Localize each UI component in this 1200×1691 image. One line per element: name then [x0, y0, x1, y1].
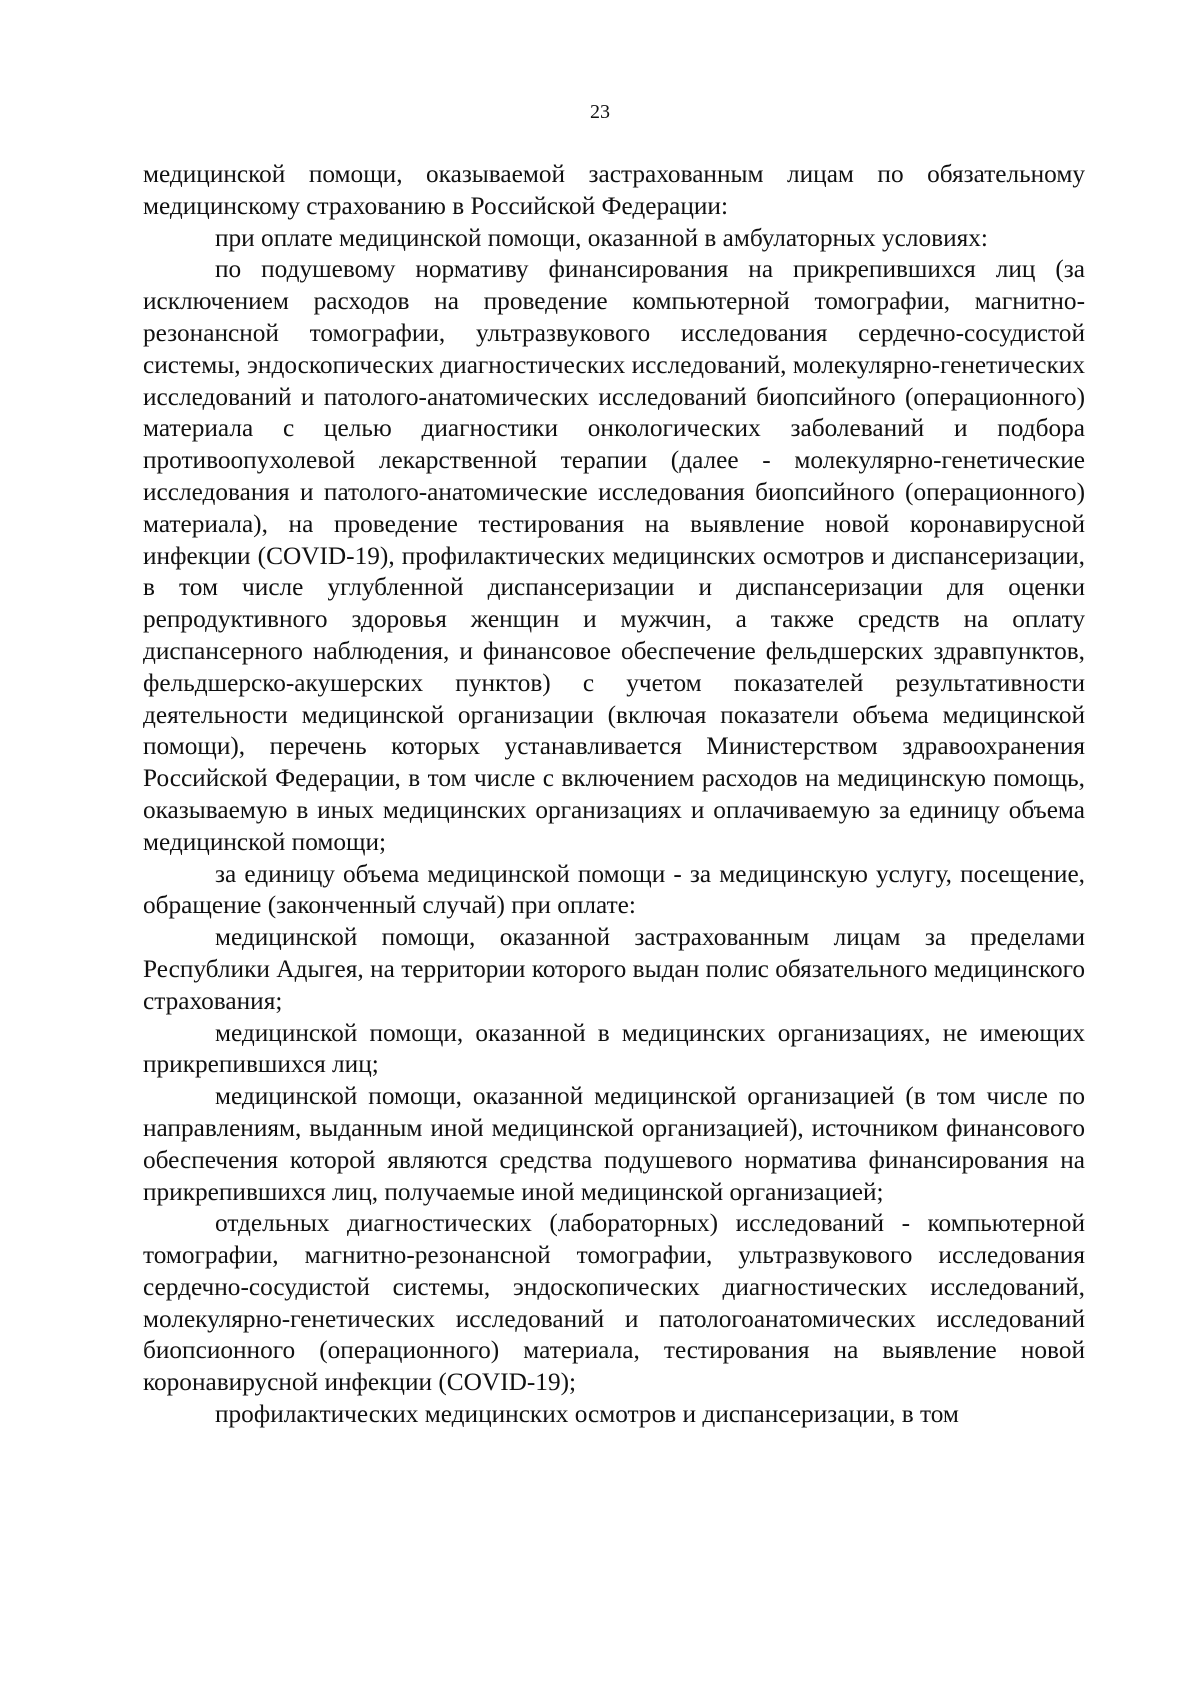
paragraph-9: профилактических медицинских осмотров и диспансеризации, в том	[215, 1400, 959, 1429]
paragraph-1: медицинской помощи, оказываемой застрахованным лицам по обязательному медицинскому страхованию в Российской Федерации:	[143, 160, 1085, 220]
paragraph-6: медицинской помощи, оказанной в медицинских организациях, не имеющих прикрепившихся лиц;	[143, 1018, 1085, 1079]
page-number: 23	[590, 101, 610, 123]
paragraph-8: отдельных диагностических (лабораторных) исследований - компьютерной томографии, магнитно-резонансной томографии, ультразвукового исследования сердечно-сосудистой системы, эндоскопических диагностических исследований, молекулярно-генетических исследований и патологоанатомических исследований биопсионного (операционного) материала, тестирования на выявление новой коронавирусной инфекции (COVID-19);	[143, 1209, 1085, 1397]
paragraph-7: медицинской помощи, оказанной медицинской организацией (в том числе по направлениям, выданным иной медицинской организацией), источником финансового обеспечения которой являются средства подушевого норматива финансирования на прикрепившихся лиц, получаемые иной медицинской организацией;	[143, 1082, 1085, 1206]
paragraph-5: медицинской помощи, оказанной застрахованным лицам за пределами Республики Адыгея, на территории которого выдан полис обязательного медицинского страхования;	[143, 923, 1085, 1015]
document-body	[143, 159, 1085, 1431]
paragraph-2: при оплате медицинской помощи, оказанной в амбулаторных условиях:	[215, 223, 988, 252]
paragraph-4: за единицу объема медицинской помощи - за медицинскую услугу, посещение, обращение (законченный случай) при оплате:	[143, 859, 1085, 920]
paragraph-3: по подушевому нормативу финансирования на прикрепившихся лиц (за исключением расходов на проведение компьютерной томографии, магнитно-резонансной томографии, ультразвукового исследования сердечно-сосудистой системы, эндоскопических диагностических исследований, молекулярно-генетических исследований и патолого-анатомических исследований биопсийного (операционного) материала с целью диагностики онкологических заболеваний и подбора противоопухолевой лекарственной терапии (далее - молекулярно-генетические исследования и патолого-анатомические исследования биопсийного (операционного) материала), на проведение тестирования на выявление новой коронавирусной инфекции (COVID-19), профилактических медицинских осмотров и диспансеризации, в том числе углубленной диспансеризации и диспансеризации для оценки репродуктивного здоровья женщин и мужчин, а также средств на оплату диспансерного наблюдения, и финансовое обеспечение фельдшерских здравпунктов, фельдшерско-акушерских пунктов) с учетом показателей результативности деятельности медицинской организации (включая показатели объема медицинской помощи), перечень которых устанавливается Министерством здравоохранения Российской Федерации, в том числе с включением расходов на медицинскую помощь, оказываемую в иных медицинских организациях и оплачиваемую за единицу объема медицинской помощи;	[143, 255, 1085, 856]
